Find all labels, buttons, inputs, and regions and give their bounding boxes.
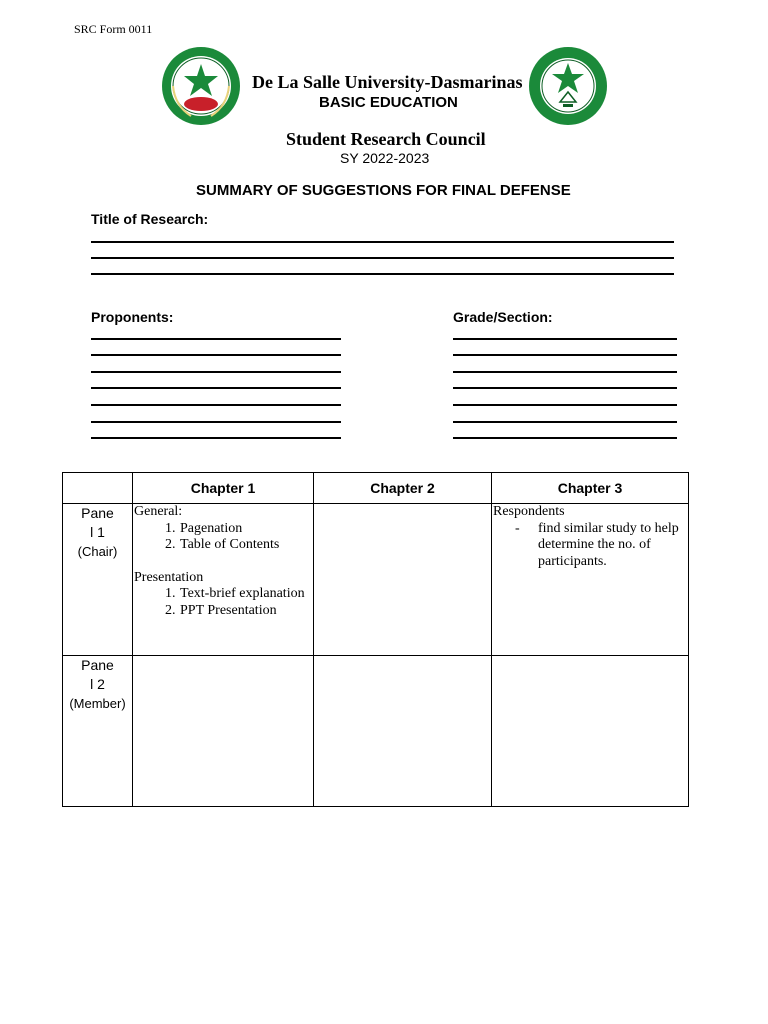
council-name: Student Research Council — [286, 129, 486, 149]
grade-section-line[interactable] — [453, 421, 677, 423]
panel-name-line1: Pane — [81, 505, 114, 521]
panel-1-chapter-2-cell[interactable] — [314, 504, 492, 656]
grade-section-line[interactable] — [453, 354, 677, 356]
panel-2-chapter-1-cell[interactable] — [133, 656, 314, 807]
panel-role: (Member) — [69, 696, 126, 711]
department-name: BASIC EDUCATION — [319, 94, 458, 111]
list-item: 1. Pagenation — [179, 521, 313, 538]
list-item: 2. PPT Presentation — [179, 603, 313, 620]
grade-section-line[interactable] — [453, 338, 677, 340]
grade-section-line[interactable] — [453, 437, 677, 439]
column-header-panel — [63, 473, 133, 504]
list-item: - find similar study to help determine the no. of participants. — [515, 520, 679, 569]
panel-role: (Chair) — [77, 544, 118, 559]
list-item: 2. Table of Contents — [179, 537, 313, 554]
university-seal-logo — [161, 46, 241, 126]
proponent-line[interactable] — [91, 354, 341, 356]
table-row — [63, 656, 689, 807]
panel-name-line2: l 1 — [90, 524, 105, 540]
column-header-chapter-3: Chapter 3 — [492, 473, 689, 504]
group-title-presentation: Presentation — [134, 569, 204, 585]
panel-name-line2: l 2 — [90, 676, 105, 692]
presentation-list — [134, 586, 313, 619]
proponent-line[interactable] — [91, 371, 341, 373]
group-title-general: General: — [134, 504, 183, 519]
grade-section-line[interactable] — [453, 404, 677, 406]
proponent-line[interactable] — [91, 421, 341, 423]
panel-name-line1: Pane — [81, 657, 114, 673]
form-code: SRC Form 0011 — [74, 22, 153, 36]
proponents-label: Proponents: — [91, 309, 174, 325]
grade-section-label: Grade/Section: — [453, 309, 553, 325]
panel-1-chapter-3-cell[interactable] — [492, 504, 689, 656]
university-name: De La Salle University-Dasmarinas — [252, 72, 523, 92]
panel-1-cell — [63, 504, 133, 656]
general-list — [134, 521, 313, 554]
panel-2-cell — [63, 656, 133, 807]
table-row — [63, 504, 689, 656]
column-header-chapter-2: Chapter 2 — [314, 473, 492, 504]
group-title-respondents: Respondents — [493, 504, 565, 519]
proponent-line[interactable] — [91, 387, 341, 389]
table-header-row — [63, 473, 689, 504]
grade-section-line[interactable] — [453, 371, 677, 373]
proponent-line[interactable] — [91, 404, 341, 406]
senior-high-school-seal-logo — [528, 46, 608, 126]
panel-1-chapter-1-cell[interactable] — [133, 504, 314, 656]
title-line-3[interactable] — [91, 273, 674, 275]
title-of-research-label: Title of Research: — [91, 211, 209, 227]
document-title: SUMMARY OF SUGGESTIONS FOR FINAL DEFENSE — [196, 182, 571, 199]
column-header-chapter-1: Chapter 1 — [133, 473, 314, 504]
proponent-line[interactable] — [91, 338, 341, 340]
title-line-2[interactable] — [91, 257, 674, 259]
panel-2-chapter-2-cell[interactable] — [314, 656, 492, 807]
school-year: SY 2022-2023 — [340, 150, 430, 166]
respondents-list — [493, 521, 688, 571]
proponent-line[interactable] — [91, 437, 341, 439]
suggestions-table — [62, 472, 689, 807]
title-line-1[interactable] — [91, 241, 674, 243]
grade-section-line[interactable] — [453, 387, 677, 389]
panel-2-chapter-3-cell[interactable] — [492, 656, 689, 807]
list-item: 1. Text-brief explanation — [179, 586, 313, 603]
